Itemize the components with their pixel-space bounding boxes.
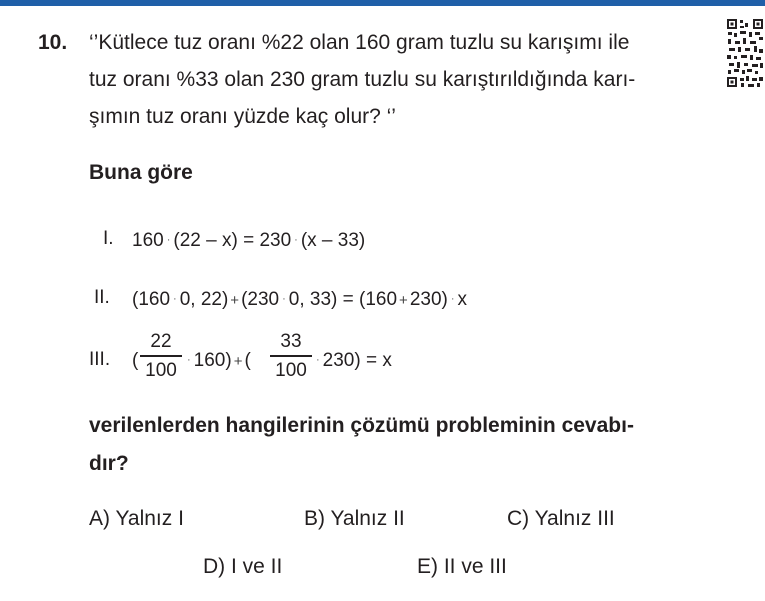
statement-1-part-c: (x – 33)	[300, 230, 366, 251]
statement-2-part-c: (230	[241, 289, 280, 310]
multiply-dot-icon: ·	[187, 354, 191, 366]
statement-3-fraction-1	[140, 331, 182, 382]
option-d[interactable]: D) I ve II	[203, 555, 283, 578]
statement-3-roman: III.	[89, 349, 111, 370]
statement-2-part-f: x	[457, 289, 468, 310]
statement-1-part-b: (22 – x) = 230	[173, 230, 292, 251]
plus-icon: +	[233, 353, 243, 370]
statement-3-fraction-2	[270, 331, 312, 382]
statement-2-part-b: 0, 22)	[179, 289, 229, 310]
statement-1-roman: I.	[103, 228, 114, 249]
statement-2-part-a: (160	[132, 289, 171, 310]
fraction-2-denominator: 100	[275, 359, 307, 381]
statement-3-middle-1	[184, 350, 251, 372]
multiply-dot-icon: ·	[316, 354, 320, 366]
multiply-dot-icon: ·	[282, 293, 286, 305]
fraction-2-numerator: 33	[280, 331, 302, 352]
option-a[interactable]: A) Yalnız I	[89, 507, 184, 530]
fraction-1-denominator: 100	[145, 359, 177, 381]
plus-icon: +	[230, 292, 240, 309]
question-number: 10.	[38, 31, 68, 54]
option-b[interactable]: B) Yalnız II	[304, 507, 405, 530]
statement-3-middle-2	[313, 350, 392, 372]
qr-code-icon[interactable]	[726, 18, 764, 88]
statement-1-expression	[132, 230, 365, 252]
statement-3-open-paren-2: (	[244, 350, 251, 371]
statement-3-open-paren-1: (	[132, 350, 139, 371]
multiply-dot-icon: ·	[173, 293, 177, 305]
statement-2-expression	[132, 289, 467, 311]
plus-icon: +	[399, 292, 408, 309]
option-e[interactable]: E) II ve III	[417, 555, 507, 578]
question-text-line-3: şımın tuz oranı yüzde kaç olur? ‘’	[89, 105, 396, 128]
multiply-dot-icon: ·	[166, 234, 171, 246]
statement-3-part-mid1: 160)	[193, 350, 232, 371]
statement-2-roman: II.	[94, 287, 110, 308]
multiply-dot-icon: ·	[294, 234, 298, 246]
statement-2-part-e: 230)	[409, 289, 448, 310]
fraction-1-numerator: 22	[150, 331, 172, 352]
option-c[interactable]: C) Yalnız III	[507, 507, 615, 530]
statement-2-part-d: 0, 33) = (160	[288, 289, 398, 310]
top-accent-bar	[0, 0, 765, 6]
statement-1-part-a: 160	[132, 230, 164, 251]
intro-text: Buna göre	[89, 161, 193, 184]
prompt-line-2: dır?	[89, 452, 129, 475]
question-text-line-1: ‘’Kütlece tuz oranı %22 olan 160 gram tuzlu su karışımı ile	[89, 31, 630, 54]
multiply-dot-icon: ·	[450, 293, 455, 305]
prompt-line-1: verilenlerden hangilerinin çözümü probleminin cevabı-	[89, 414, 634, 437]
statement-3-part-mid2: 230) = x	[322, 350, 392, 371]
question-text-line-2: tuz oranı %33 olan 230 gram tuzlu su karıştırıldığında karı-	[89, 68, 636, 91]
